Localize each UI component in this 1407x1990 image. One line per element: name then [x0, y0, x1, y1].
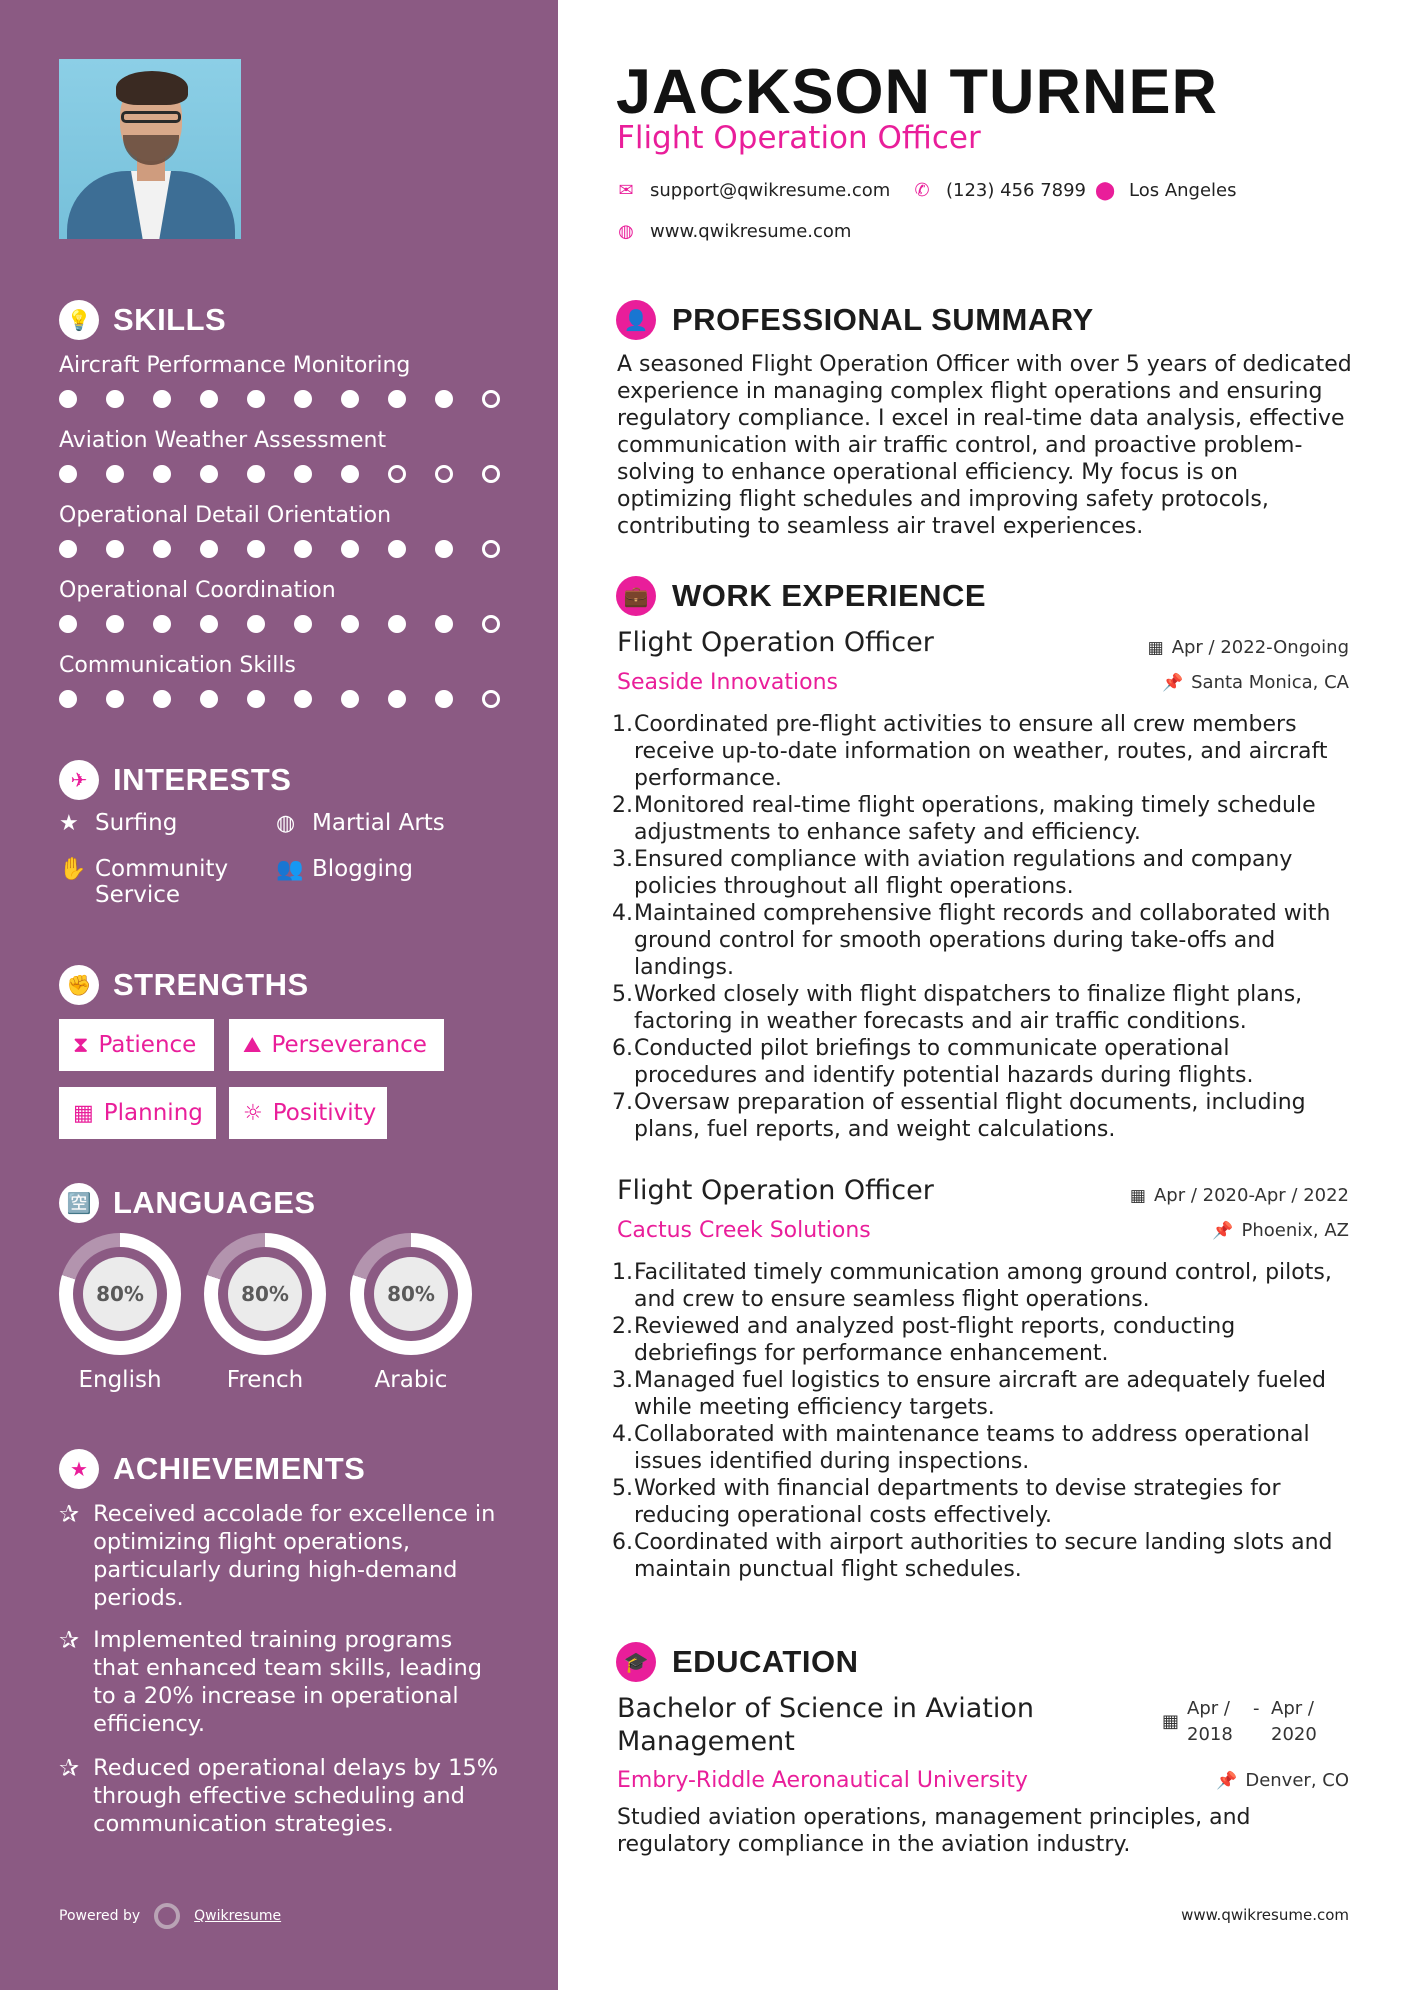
skill-name: Operational Coordination	[59, 578, 336, 603]
rating-dot-empty	[482, 540, 500, 558]
rating-dot-filled	[59, 690, 77, 708]
powered-by: Powered by Qwikresume	[59, 1903, 281, 1929]
duty-item: 3. Managed fuel logistics to ensure aircraft are adequately fueled while meeting efficiency targets.	[612, 1368, 1326, 1420]
education-heading: 🎓 EDUCATION	[616, 1642, 858, 1682]
strength-tag: ⧗ Patience	[59, 1019, 214, 1071]
rating-dot-filled	[341, 615, 359, 633]
achievement-item: ✰ Received accolade for excellence in optimizing flight operations, particularly during high-demand periods.	[59, 1500, 496, 1611]
rating-dot-filled	[59, 615, 77, 633]
rating-dot-filled	[294, 615, 312, 633]
job-company: Seaside Innovations	[617, 670, 838, 695]
duty-item: 3. Ensured compliance with aviation regulations and company policies throughout all flight operations.	[612, 847, 1293, 899]
language-french: 80% French	[204, 1233, 326, 1393]
interest-item: ◍ Martial Arts	[276, 810, 445, 836]
people-icon: 👥	[276, 857, 304, 882]
hourglass-icon: ⧗	[73, 1032, 89, 1058]
profile-photo	[59, 59, 241, 239]
rating-dot-filled	[294, 540, 312, 558]
rating-dot-filled	[247, 390, 265, 408]
rating-dot-filled	[341, 540, 359, 558]
phone-icon: ✆	[914, 180, 930, 201]
education-location: 📌 Denver, CO	[1216, 1770, 1349, 1791]
pin-icon: 📌	[1212, 1220, 1234, 1241]
rating-dot-empty	[388, 465, 406, 483]
achievement-item: ✰ Reduced operational delays by 15% through effective scheduling and communication strategies.	[59, 1754, 499, 1837]
job-location: 📌 Santa Monica, CA	[1161, 672, 1349, 693]
rating-dot-empty	[482, 390, 500, 408]
duty-item: 5. Worked closely with flight dispatchers to finalize flight plans, factoring in weather forecasts and air traffic conditions.	[612, 982, 1303, 1034]
calendar-icon: ▦	[73, 1100, 94, 1126]
envelope-icon: ✉	[618, 180, 634, 201]
education-school: Embry-Riddle Aeronautical University	[617, 1768, 1028, 1793]
rating-dot-filled	[435, 690, 453, 708]
rating-dot-filled	[59, 465, 77, 483]
fist-icon: ✊	[59, 965, 99, 1005]
pin-icon: 📌	[1161, 672, 1184, 693]
candidate-role: Flight Operation Officer	[617, 120, 981, 156]
rating-dot-filled	[247, 465, 265, 483]
rating-dot-filled	[341, 465, 359, 483]
rating-dot-filled	[153, 540, 171, 558]
strength-tag: ⛰ Perseverance	[229, 1019, 444, 1071]
road-icon: ⛰	[243, 1032, 262, 1058]
duty-item: 5. Worked with financial departments to devise strategies for reducing operational costs effectively.	[612, 1476, 1281, 1528]
calendar-icon: ▦	[1129, 1185, 1146, 1206]
contact-phone[interactable]: ✆ (123) 456 7899	[912, 180, 1086, 201]
map-pin-icon: ⬤	[1095, 180, 1116, 201]
rating-dot-filled	[388, 540, 406, 558]
rating-dot-filled	[106, 465, 124, 483]
job-title: Flight Operation Officer	[617, 1175, 934, 1206]
contact-location: ⬤ Los Angeles	[1095, 180, 1237, 201]
language-progress-ring: 80%	[350, 1233, 472, 1355]
interest-item: 👥 Blogging	[276, 856, 414, 882]
rating-dot-filled	[59, 390, 77, 408]
brand-link[interactable]: Qwikresume	[194, 1908, 282, 1924]
interest-item: ✋ Community Service	[59, 856, 229, 908]
skill-name: Aviation Weather Assessment	[59, 428, 387, 453]
rating-dot-filled	[294, 390, 312, 408]
education-description: Studied aviation operations, management principles, and regulatory compliance in the aviation industry.	[617, 1805, 1251, 1857]
skill-name: Communication Skills	[59, 653, 296, 678]
rating-dot-filled	[341, 390, 359, 408]
shooting-star-icon: ✰	[59, 1500, 80, 1528]
rating-dot-filled	[200, 465, 218, 483]
rating-dot-filled	[294, 465, 312, 483]
paper-plane-icon: ✈	[59, 760, 99, 800]
skill-rating	[59, 390, 529, 408]
interest-item: ★ Surfing	[59, 810, 178, 836]
rating-dot-empty	[482, 465, 500, 483]
job-dates: ▦ Apr / 2020-Apr / 2022	[1129, 1185, 1349, 1206]
candidate-name: JACKSON TURNER	[616, 57, 1219, 127]
rating-dot-filled	[200, 690, 218, 708]
education-dates: ▦ Apr / 2018 - Apr / 2020	[1162, 1696, 1329, 1748]
skill-rating	[59, 615, 529, 633]
language-progress-ring: 80%	[59, 1233, 181, 1355]
pin-icon: 📌	[1216, 1770, 1238, 1791]
rating-dot-filled	[247, 690, 265, 708]
rating-dot-filled	[435, 615, 453, 633]
rating-dot-empty	[482, 690, 500, 708]
strength-tag: ☼ Positivity	[229, 1087, 387, 1139]
rating-dot-filled	[59, 540, 77, 558]
translate-icon: 🈳	[59, 1183, 99, 1223]
rating-dot-empty	[482, 615, 500, 633]
skill-name: Operational Detail Orientation	[59, 503, 392, 528]
language-english: 80% English	[59, 1233, 181, 1393]
sidebar	[0, 0, 558, 1990]
job-title: Flight Operation Officer	[617, 627, 934, 658]
skill-rating	[59, 465, 529, 483]
briefcase-icon: 💼	[616, 576, 656, 616]
shooting-star-icon: ✰	[59, 1626, 80, 1654]
rating-dot-filled	[435, 540, 453, 558]
experience-heading: 💼 WORK EXPERIENCE	[616, 576, 986, 616]
duty-item: 4. Collaborated with maintenance teams to address operational issues identified during inspections.	[612, 1422, 1310, 1474]
contact-website[interactable]: ◍ www.qwikresume.com	[616, 221, 851, 242]
rating-dot-filled	[200, 615, 218, 633]
rating-dot-filled	[153, 690, 171, 708]
rating-dot-filled	[106, 690, 124, 708]
strengths-heading: ✊ STRENGTHS	[59, 965, 309, 1005]
degree-title: Bachelor of Science in Aviation Management	[617, 1693, 1035, 1757]
achievements-heading: ★ ACHIEVEMENTS	[59, 1449, 365, 1489]
duty-item: 6. Conducted pilot briefings to communicate operational procedures and identify potential hazards during flights.	[612, 1036, 1254, 1088]
globe-icon: ◍	[618, 221, 634, 242]
user-icon: 👤	[616, 300, 656, 340]
skill-name: Aircraft Performance Monitoring	[59, 353, 411, 378]
rating-dot-filled	[200, 390, 218, 408]
rating-dot-filled	[294, 690, 312, 708]
job-dates: ▦ Apr / 2022-Ongoing	[1147, 637, 1349, 658]
summary-text: A seasoned Flight Operation Officer with over 5 years of dedicated experience in managing complex flight operations and ensuring regulatory compliance. I excel in real-time data analysis, effective communication with air traffic control, and proactive problem-solving to enhance operational efficiency. My focus is on optimizing flight schedules and improving safety protocols, contributing to seamless air travel experiences.	[617, 352, 1352, 539]
shooting-star-icon: ✰	[59, 1754, 80, 1782]
rating-dot-filled	[106, 615, 124, 633]
rating-dot-filled	[153, 390, 171, 408]
skill-rating	[59, 540, 529, 558]
rating-dot-filled	[435, 390, 453, 408]
qwikresume-logo-icon	[154, 1903, 180, 1929]
duty-item: 1. Facilitated timely communication among ground control, pilots, and crew to ensure seamless flight operations.	[612, 1260, 1332, 1312]
rating-dot-filled	[388, 690, 406, 708]
rating-dot-filled	[106, 540, 124, 558]
contact-email[interactable]: ✉ support@qwikresume.com	[616, 180, 890, 201]
rating-dot-filled	[153, 465, 171, 483]
duty-item: 1. Coordinated pre-flight activities to ensure all crew members receive up-to-date information on weather, routes, and aircraft performance.	[612, 712, 1328, 791]
duty-item: 6. Coordinated with airport authorities to secure landing slots and maintain punctual flight schedules.	[612, 1530, 1333, 1582]
duty-item: 2. Monitored real-time flight operations, making timely schedule adjustments to enhance safety and efficiency.	[612, 793, 1316, 845]
rating-dot-filled	[106, 390, 124, 408]
skills-heading: 💡 SKILLS	[59, 300, 226, 340]
rating-dot-filled	[153, 615, 171, 633]
skill-rating	[59, 690, 529, 708]
graduation-icon: 🎓	[616, 1642, 656, 1682]
rating-dot-filled	[247, 615, 265, 633]
globe-icon: ◍	[276, 811, 296, 836]
footer-website[interactable]: www.qwikresume.com	[1181, 1906, 1349, 1924]
achievement-item: ✰ Implemented training programs that enhanced team skills, leading to a 20% increase in operational efficiency.	[59, 1626, 483, 1737]
calendar-icon: ▦	[1147, 637, 1164, 658]
hands-icon: ✋	[59, 857, 87, 882]
lightbulb-icon: 💡	[59, 300, 99, 340]
rating-dot-empty	[435, 465, 453, 483]
interests-heading: ✈ INTERESTS	[59, 760, 291, 800]
duty-item: 7. Oversaw preparation of essential flight documents, including plans, fuel reports, and weight calculations.	[612, 1090, 1306, 1142]
rating-dot-filled	[247, 540, 265, 558]
languages-heading: 🈳 LANGUAGES	[59, 1183, 316, 1223]
language-progress-ring: 80%	[204, 1233, 326, 1355]
duty-item: 4. Maintained comprehensive flight records and collaborated with ground control for smooth operations during take-offs and landings.	[612, 901, 1331, 980]
star-icon: ★	[59, 811, 79, 836]
job-duties	[612, 1259, 1357, 1583]
job-company: Cactus Creek Solutions	[617, 1218, 871, 1243]
rating-dot-filled	[388, 390, 406, 408]
rating-dot-filled	[341, 690, 359, 708]
star-badge-icon: ★	[59, 1449, 99, 1489]
calendar-icon: ▦	[1162, 1711, 1180, 1732]
sun-icon: ☼	[243, 1100, 263, 1126]
strength-tag: ▦ Planning	[59, 1087, 216, 1139]
duty-item: 2. Reviewed and analyzed post-flight reports, conducting debriefings for performance enhancement.	[612, 1314, 1236, 1366]
language-arabic: 80% Arabic	[350, 1233, 472, 1393]
summary-heading: 👤 PROFESSIONAL SUMMARY	[616, 300, 1094, 340]
job-location: 📌 Phoenix, AZ	[1212, 1220, 1349, 1241]
rating-dot-filled	[388, 615, 406, 633]
job-duties	[612, 711, 1357, 1143]
rating-dot-filled	[200, 540, 218, 558]
